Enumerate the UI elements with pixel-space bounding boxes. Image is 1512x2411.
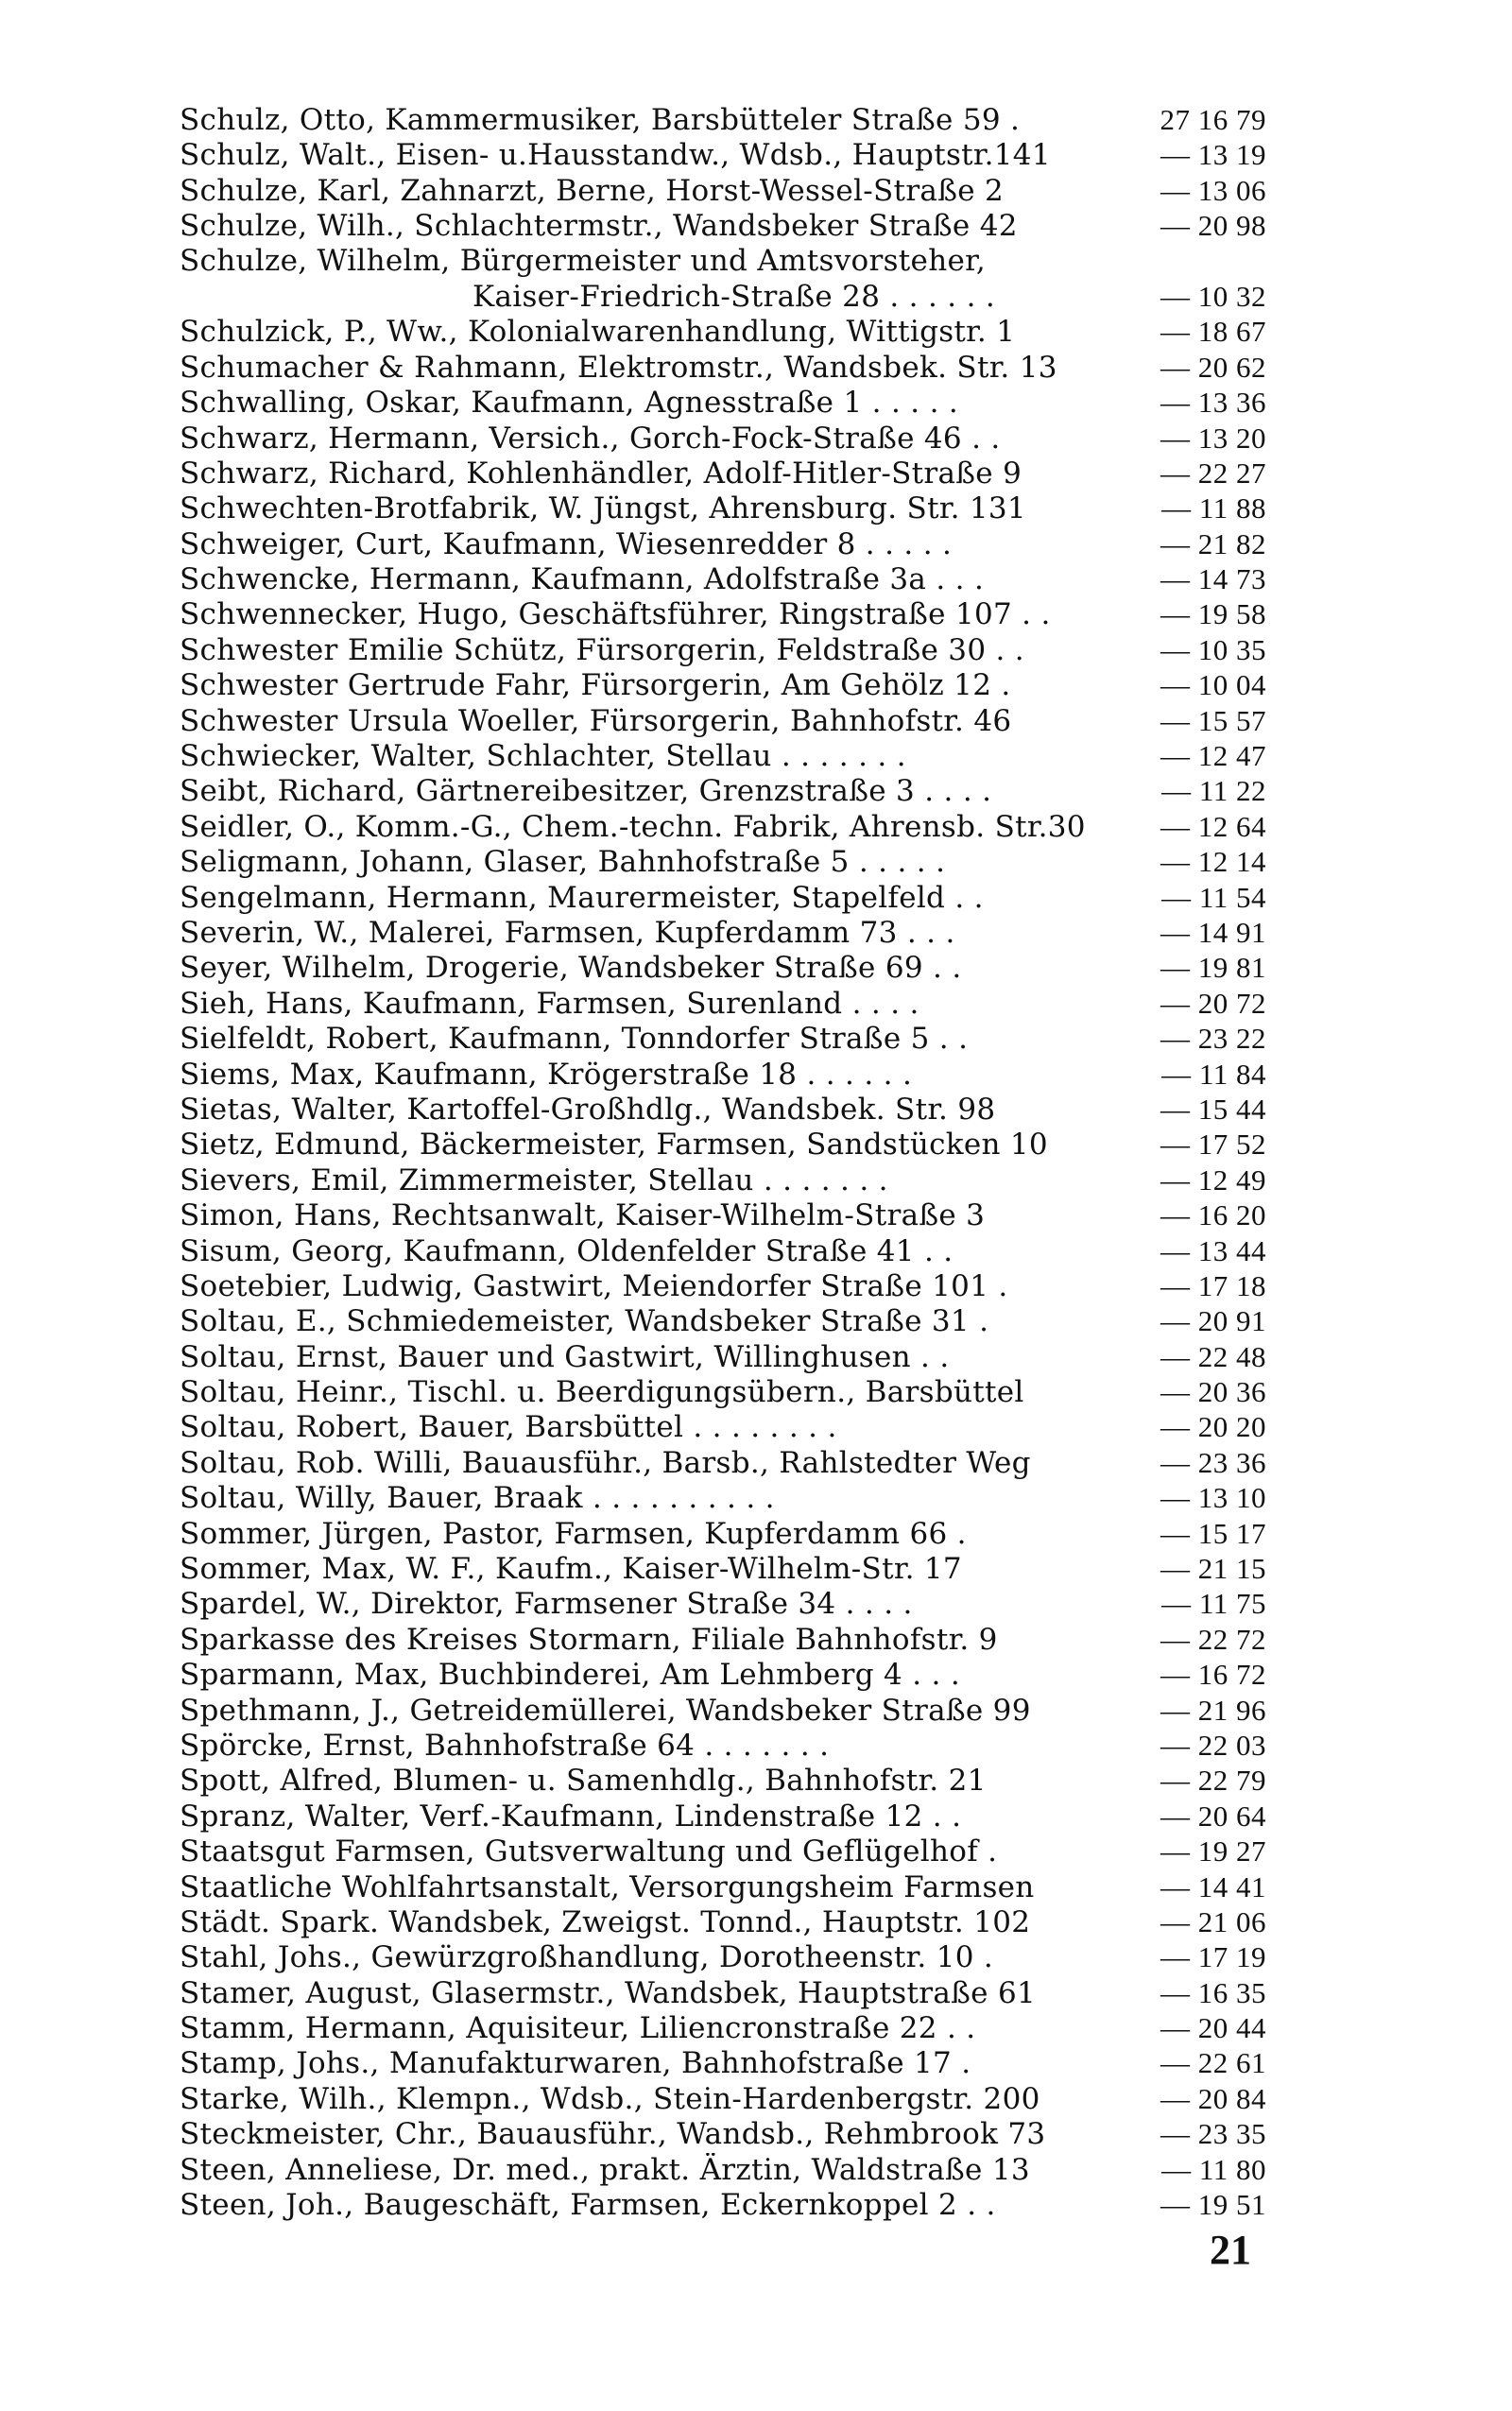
phone-number: — 12 14	[1160, 845, 1266, 879]
directory-entry	[180, 1233, 1266, 1268]
entry-text: Schwester Ursula Woeller, Fürsorgerin, Bahnhofstr. 46	[180, 703, 1012, 738]
directory-entry	[180, 1162, 1266, 1197]
entry-text: Sievers, Emil, Zimmermeister, Stellau . . . . . . .	[180, 1162, 888, 1197]
entry-text: Schwarz, Hermann, Versich., Gorch-Fock-Straße 46 . .	[180, 421, 1001, 456]
directory-entry	[180, 1057, 1266, 1092]
directory-entry	[180, 137, 1266, 172]
phone-number: — 16 20	[1160, 1198, 1266, 1232]
phone-number: — 14 41	[1160, 1869, 1266, 1903]
entry-text: Soltau, Ernst, Bauer und Gastwirt, Willinghusen . .	[180, 1339, 950, 1374]
entry-text: Sommer, Max, W. F., Kaufm., Kaiser-Wilhelm-Str. 17	[180, 1552, 962, 1587]
directory-entry	[180, 1197, 1266, 1232]
directory-entry	[180, 244, 1266, 279]
phone-number: — 19 27	[1160, 1834, 1266, 1869]
directory-entry	[180, 632, 1266, 667]
entry-text: Staatliche Wohlfahrtsanstalt, Versorgungsheim Farmsen	[180, 1869, 1035, 1904]
directory-entry	[180, 915, 1266, 950]
phone-number: — 10 35	[1160, 632, 1266, 666]
entry-text: Starke, Wilh., Klempn., Wdsb., Stein-Hardenbergstr. 200	[180, 2081, 1040, 2116]
phone-number: — 20 36	[1160, 1375, 1266, 1409]
entry-text: Spott, Alfred, Blumen- u. Samenhdlg., Bahnhofstr. 21	[180, 1764, 987, 1799]
entry-text: Schwester Gertrude Fahr, Fürsorgerin, Am Gehölz 12 .	[180, 668, 1011, 703]
directory-entry	[180, 1516, 1266, 1551]
directory-entry	[180, 1939, 1266, 1974]
phone-number: — 18 67	[1160, 315, 1266, 349]
phone-number: — 23 22	[1160, 1022, 1266, 1056]
phone-number: — 20 64	[1160, 1799, 1266, 1833]
phone-number: — 20 44	[1160, 2011, 1266, 2045]
entry-text: Kaiser-Friedrich-Straße 28 . . . . . .	[472, 279, 996, 314]
phone-number: — 20 72	[1160, 986, 1266, 1020]
phone-number: — 21 96	[1160, 1693, 1266, 1727]
phone-number: — 15 44	[1160, 1092, 1266, 1126]
phone-number: — 11 75	[1161, 1587, 1266, 1621]
phone-number: — 10 32	[1160, 279, 1266, 313]
entry-text: Spörcke, Ernst, Bahnhofstraße 64 . . . . . . .	[180, 1728, 830, 1763]
entry-text: Sisum, Georg, Kaufmann, Oldenfelder Straße 41 . .	[180, 1233, 954, 1268]
entry-text: Seligmann, Johann, Glaser, Bahnhofstraße 5 . . . . .	[180, 845, 946, 880]
entry-text: Stamp, Johs., Manufakturwaren, Bahnhofstraße 17 .	[180, 2046, 971, 2081]
directory-entry	[180, 1799, 1266, 1834]
directory-entry	[180, 421, 1266, 456]
directory-entry	[180, 1657, 1266, 1692]
directory-entry	[180, 1480, 1266, 1515]
entry-text: Sieh, Hans, Kaufmann, Farmsen, Surenland . . . .	[180, 986, 919, 1021]
entry-text: Schulze, Karl, Zahnarzt, Berne, Horst-Wessel-Straße 2	[180, 173, 1005, 208]
entry-text: Stamm, Hermann, Aquisiteur, Liliencronstraße 22 . .	[180, 2011, 976, 2046]
entry-text: Seyer, Wilhelm, Drogerie, Wandsbeker Straße 69 . .	[180, 951, 962, 986]
directory-entry	[180, 1339, 1266, 1374]
phone-number: — 21 06	[1160, 1904, 1266, 1938]
phone-number: — 14 73	[1160, 562, 1266, 596]
directory-entry	[180, 1127, 1266, 1162]
phone-number: — 11 22	[1161, 774, 1266, 808]
phone-number: — 11 84	[1161, 1057, 1266, 1091]
entry-text: Soetebier, Ludwig, Gastwirt, Meiendorfer Straße 101 .	[180, 1268, 1008, 1303]
entry-text: Steen, Anneliese, Dr. med., prakt. Ärztin, Waldstraße 13	[180, 2152, 1030, 2187]
phone-number: — 19 81	[1160, 951, 1266, 985]
entry-text: Schumacher & Rahmann, Elektromstr., Wandsbek. Str. 13	[180, 350, 1057, 385]
phone-number: — 19 51	[1160, 2188, 1266, 2222]
entry-text: Seidler, O., Komm.-G., Chem.-techn. Fabrik, Ahrensb. Str.30	[180, 809, 1086, 844]
phone-number: — 16 72	[1160, 1658, 1266, 1692]
page-number: 21	[1210, 2227, 1251, 2273]
entry-text: Schwennecker, Hugo, Geschäftsführer, Ringstraße 107 . .	[180, 597, 1051, 632]
directory-entry	[180, 2045, 1266, 2080]
directory-entry	[180, 844, 1266, 879]
directory-entry	[180, 314, 1266, 349]
entry-text: Sparkasse des Kreises Stormarn, Filiale Bahnhofstr. 9	[180, 1622, 998, 1657]
directory-entry	[180, 208, 1266, 243]
phone-number: — 11 88	[1161, 491, 1266, 525]
directory-entry	[180, 561, 1266, 596]
directory-entry	[180, 1374, 1266, 1409]
directory-entry	[180, 1021, 1266, 1056]
directory-entry	[180, 1693, 1266, 1728]
phone-number: — 20 20	[1160, 1410, 1266, 1444]
directory-entry	[180, 809, 1266, 844]
entry-text: Soltau, Heinr., Tischl. u. Beerdigungsübern., Barsbüttel	[180, 1375, 1024, 1410]
entry-text: Sietz, Edmund, Bäckermeister, Farmsen, Sandstücken 10	[180, 1128, 1048, 1162]
directory-entry	[180, 667, 1266, 702]
phone-number: — 22 79	[1160, 1764, 1266, 1798]
phone-number: — 22 27	[1160, 456, 1266, 490]
directory-entry	[180, 1763, 1266, 1798]
phone-number: — 22 72	[1160, 1622, 1266, 1656]
phone-number: — 11 54	[1161, 880, 1266, 914]
directory-entry	[180, 1975, 1266, 2010]
directory-entry	[180, 1092, 1266, 1127]
entry-text: Staatsgut Farmsen, Gutsverwaltung und Geflügelhof .	[180, 1834, 998, 1869]
directory-entry	[180, 986, 1266, 1021]
entry-text: Stahl, Johs., Gewürzgroßhandlung, Dorotheenstr. 10 .	[180, 1940, 994, 1975]
directory-entry	[180, 385, 1266, 420]
phone-number: — 13 44	[1160, 1233, 1266, 1267]
entry-text: Seibt, Richard, Gärtnereibesitzer, Grenzstraße 3 . . . .	[180, 774, 992, 809]
directory-entry	[180, 773, 1266, 808]
entry-text: Schwester Emilie Schütz, Fürsorgerin, Feldstraße 30 . .	[180, 632, 1024, 667]
entry-text: Schwencke, Hermann, Kaufmann, Adolfstraße 3a . . .	[180, 562, 985, 597]
phone-number: — 12 64	[1160, 809, 1266, 843]
entry-text: Städt. Spark. Wandsbek, Zweigst. Tonnd., Hauptstr. 102	[180, 1904, 1031, 1939]
directory-entry	[180, 1904, 1266, 1939]
entry-text: Soltau, Willy, Bauer, Braak . . . . . . . . . .	[180, 1481, 775, 1516]
phone-number: — 15 57	[1160, 703, 1266, 737]
phone-number: — 13 19	[1160, 138, 1266, 172]
entry-text: Sparmann, Max, Buchbinderei, Am Lehmberg 4 . . .	[180, 1658, 960, 1693]
directory-entry	[180, 596, 1266, 631]
entry-text: Soltau, Robert, Bauer, Barsbüttel . . . . . . . .	[180, 1410, 837, 1445]
directory-entry	[180, 1551, 1266, 1586]
directory-entry	[180, 1869, 1266, 1904]
entry-text: Schwalling, Oskar, Kaufmann, Agnesstraße 1 . . . . .	[180, 386, 959, 421]
phone-number: — 17 19	[1160, 1940, 1266, 1974]
directory-entry	[180, 526, 1266, 561]
entry-text: Sommer, Jürgen, Pastor, Farmsen, Kupferdamm 66 .	[180, 1516, 967, 1551]
directory-entry	[180, 2081, 1266, 2116]
phone-number: — 22 61	[1160, 2046, 1266, 2080]
entry-text: Schulzick, P., Ww., Kolonialwarenhandlung, Wittigstr. 1	[180, 315, 1016, 350]
directory-entry	[180, 2010, 1266, 2045]
directory-entry	[180, 950, 1266, 985]
phone-number: — 20 98	[1160, 209, 1266, 243]
entry-text: Simon, Hans, Rechtsanwalt, Kaiser-Wilhelm-Straße 3	[180, 1198, 986, 1233]
entry-text: Schwechten-Brotfabrik, W. Jüngst, Ahrensburg. Str. 131	[180, 491, 1026, 526]
phone-number: — 15 17	[1160, 1516, 1266, 1550]
entry-text: Severin, W., Malerei, Farmsen, Kupferdamm 73 . . .	[180, 915, 955, 950]
entry-text: Stamer, August, Glasermstr., Wandsbek, Hauptstraße 61	[180, 1975, 1036, 2010]
phone-number: — 10 04	[1160, 668, 1266, 702]
phone-number: — 19 58	[1160, 597, 1266, 631]
directory-entry	[180, 1303, 1266, 1338]
phone-number: — 12 47	[1160, 739, 1266, 773]
directory-entry	[180, 1409, 1266, 1444]
directory-entry	[180, 1586, 1266, 1621]
directory-entry	[180, 1445, 1266, 1480]
entry-text: Siems, Max, Kaufmann, Krögerstraße 18 . . . . . .	[180, 1057, 913, 1092]
directory-entry	[180, 1268, 1266, 1303]
phone-number: — 12 49	[1160, 1162, 1266, 1197]
entry-text: Spranz, Walter, Verf.-Kaufmann, Lindenstraße 12 . .	[180, 1799, 962, 1834]
phone-number: — 20 62	[1160, 350, 1266, 384]
entry-text: Spethmann, J., Getreidemüllerei, Wandsbeker Straße 99	[180, 1693, 1031, 1728]
entry-text: Schweiger, Curt, Kaufmann, Wiesenredder 8 . . . . .	[180, 526, 953, 561]
entry-text: Steckmeister, Chr., Bauausführ., Wandsb., Rehmbrook 73	[180, 2117, 1046, 2152]
entry-text: Sietas, Walter, Kartoffel-Großhdlg., Wandsbek. Str. 98	[180, 1092, 996, 1127]
directory-entry	[180, 491, 1266, 525]
entry-text: Soltau, E., Schmiedemeister, Wandsbeker Straße 31 .	[180, 1304, 989, 1339]
directory-entry	[180, 1622, 1266, 1657]
entry-text: Sengelmann, Hermann, Maurermeister, Stapelfeld . .	[180, 880, 984, 915]
directory-entry	[180, 738, 1266, 773]
phone-number: — 21 15	[1160, 1552, 1266, 1586]
phone-number: — 16 35	[1160, 1975, 1266, 2009]
entry-text: Spardel, W., Direktor, Farmsener Straße 34 . . . .	[180, 1587, 913, 1622]
entry-text: Schulze, Wilh., Schlachtermstr., Wandsbeker Straße 42	[180, 209, 1018, 244]
phone-number: — 13 36	[1160, 386, 1266, 420]
entry-text: Schwarz, Richard, Kohlenhändler, Adolf-Hitler-Straße 9	[180, 456, 1022, 491]
phone-number: — 17 52	[1160, 1128, 1266, 1162]
phone-number: — 22 48	[1160, 1339, 1266, 1373]
directory-entry	[180, 102, 1266, 137]
entry-text: Schwiecker, Walter, Schlachter, Stellau . . . . . . .	[180, 739, 906, 774]
phone-number: — 23 35	[1160, 2117, 1266, 2151]
phone-number: — 13 06	[1160, 173, 1266, 207]
phone-number: — 13 20	[1160, 421, 1266, 455]
phone-number: — 22 03	[1160, 1728, 1266, 1762]
directory-entry	[180, 173, 1266, 208]
phone-number: — 17 18	[1160, 1268, 1266, 1302]
directory-entry	[180, 2116, 1266, 2151]
phone-number: — 11 80	[1161, 2152, 1266, 2186]
directory-listing	[180, 102, 1266, 2222]
phone-number: — 13 10	[1160, 1481, 1266, 1515]
entry-text: Steen, Joh., Baugeschäft, Farmsen, Eckernkoppel 2 . .	[180, 2188, 996, 2223]
directory-entry	[180, 350, 1266, 385]
phone-number: 27 16 79	[1160, 103, 1266, 136]
entry-text: Schulz, Walt., Eisen- u.Hausstandw., Wdsb., Hauptstr.141	[180, 138, 1051, 173]
entry-text: Sielfeldt, Robert, Kaufmann, Tonndorfer Straße 5 . .	[180, 1022, 969, 1057]
entry-text: Soltau, Rob. Willi, Bauausführ., Barsb., Rahlstedter Weg	[180, 1445, 1031, 1480]
phone-number: — 21 82	[1160, 526, 1266, 560]
phone-number: — 23 36	[1160, 1445, 1266, 1479]
directory-entry	[180, 2152, 1266, 2187]
directory-entry	[180, 2187, 1266, 2222]
directory-entry	[180, 279, 1266, 314]
directory-entry	[180, 456, 1266, 491]
entry-text: Schulz, Otto, Kammermusiker, Barsbütteler Straße 59 .	[180, 103, 1021, 137]
phone-number: — 20 84	[1160, 2081, 1266, 2115]
entry-text: Schulze, Wilhelm, Bürgermeister und Amtsvorsteher,	[180, 243, 986, 278]
phone-number: — 20 91	[1160, 1304, 1266, 1338]
phone-number: — 14 91	[1160, 915, 1266, 949]
directory-entry	[180, 880, 1266, 915]
directory-entry	[180, 1728, 1266, 1763]
directory-entry	[180, 1834, 1266, 1869]
directory-entry	[180, 703, 1266, 738]
